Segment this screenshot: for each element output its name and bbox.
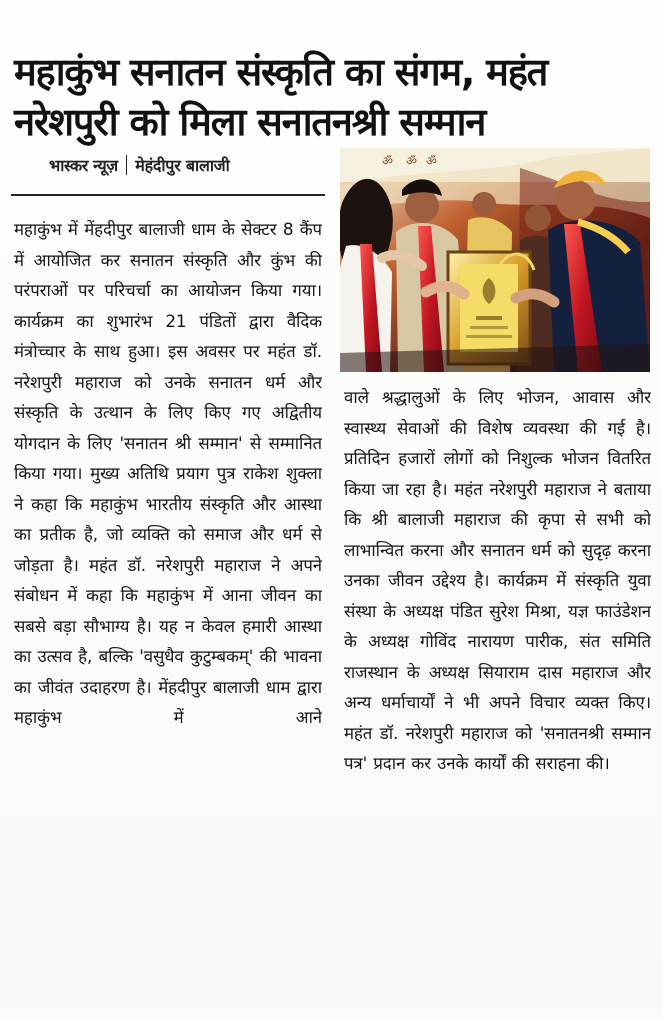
article-headline — [14, 47, 646, 147]
article-byline — [49, 151, 230, 179]
headline-line-2: नरेशपुरी को मिला सनातनश्री सम्मान — [14, 100, 486, 145]
article-body-right-text: वाले श्रद्धालुओं के लिए भोजन, आवास और स्वास्थ्य सेवाओं की विशेष व्यवस्था की गई है। प्रतिदिन हजारों लोगों को निशुल्क भोजन वितरित किया जा रहा है। महंत नरेशपुरी महाराज ने बताया कि श्री बालाजी महाराज की कृपा से सभी को लाभान्वित करना और सनातन धर्म को सुदृढ़ करना उनका जीवन उद्देश्य है। कार्यक्रम में संस्कृति युवा संस्था के अध्यक्ष पंडित सुरेश मिश्रा, यज्ञ फाउंडेशन के अध्यक्ष गोविंद नारायण पारीक, संत समिति राजस्थान के अध्यक्ष सियाराम दास महाराज और अन्य धर्माचार्यों ने भी अपने विचार व्यक्त किए। महंत डॉ. नरेशपुरी महाराज को 'सनातनश्री सम्मान पत्र' प्रदान कर उनके कार्यों की सराहना की। — [344, 387, 651, 773]
award-ceremony-photo-icon — [340, 148, 650, 372]
svg-text:ॐ: ॐ — [426, 154, 437, 168]
byline-source: भास्कर न्यूज़ — [49, 156, 118, 175]
paper-edge — [0, 1006, 662, 1018]
headline-line-1: महाकुंभ सनातन संस्कृति का संगम, महंत — [14, 50, 548, 95]
byline-separator — [126, 155, 128, 175]
byline-place: मेहंदीपुर बालाजी — [135, 156, 230, 175]
byline-rule — [11, 194, 325, 196]
photo-banner-mark: ॐ — [382, 154, 393, 168]
article-body-left-column: महाकुंभ में मेंहदीपुर बालाजी धाम के सेक्टर 8 कैंप में आयोजित कर सनातन संस्कृति और कुंभ की परंपराओं पर परिचर्चा का आयोजन किया गया। कार्यक्रम का शुभारंभ 21 पंडितों द्वारा वैदिक मंत्रोच्चार के साथ हुआ। इस अवसर पर महंत डॉ. नरेशपुरी महाराज को उनके सनातन धर्म और संस्कृति के उत्थान के लिए किए गए अद्वितीय योगदान के लिए 'सनातन श्री सम्मान' से सम्मानित किया गया। मुख्य अतिथि प्रयाग पुत्र राकेश शुक्ला ने कहा कि महाकुंभ भारतीय संस्कृति और आस्था का प्रतीक है, जो व्यक्ति को समाज और धर्म से जोड़ता है। महंत डॉ. नरेशपुरी महाराज ने अपने संबोधन में कहा कि महाकुंभ में आना जीवन का सबसे बड़ा सौभाग्य है। यह न केवल हमारी आस्था का उत्सव है, बल्कि 'वसुधैव कुटुम्बकम्' की भावना का जीवंत उदाहरण है। मेंहदीपुर बालाजी धाम द्वारा महाकुंभ में आने — [14, 219, 322, 727]
svg-text:ॐ: ॐ — [406, 154, 417, 168]
article-body-right-column — [344, 382, 651, 1004]
award-ceremony-photo — [340, 148, 650, 372]
